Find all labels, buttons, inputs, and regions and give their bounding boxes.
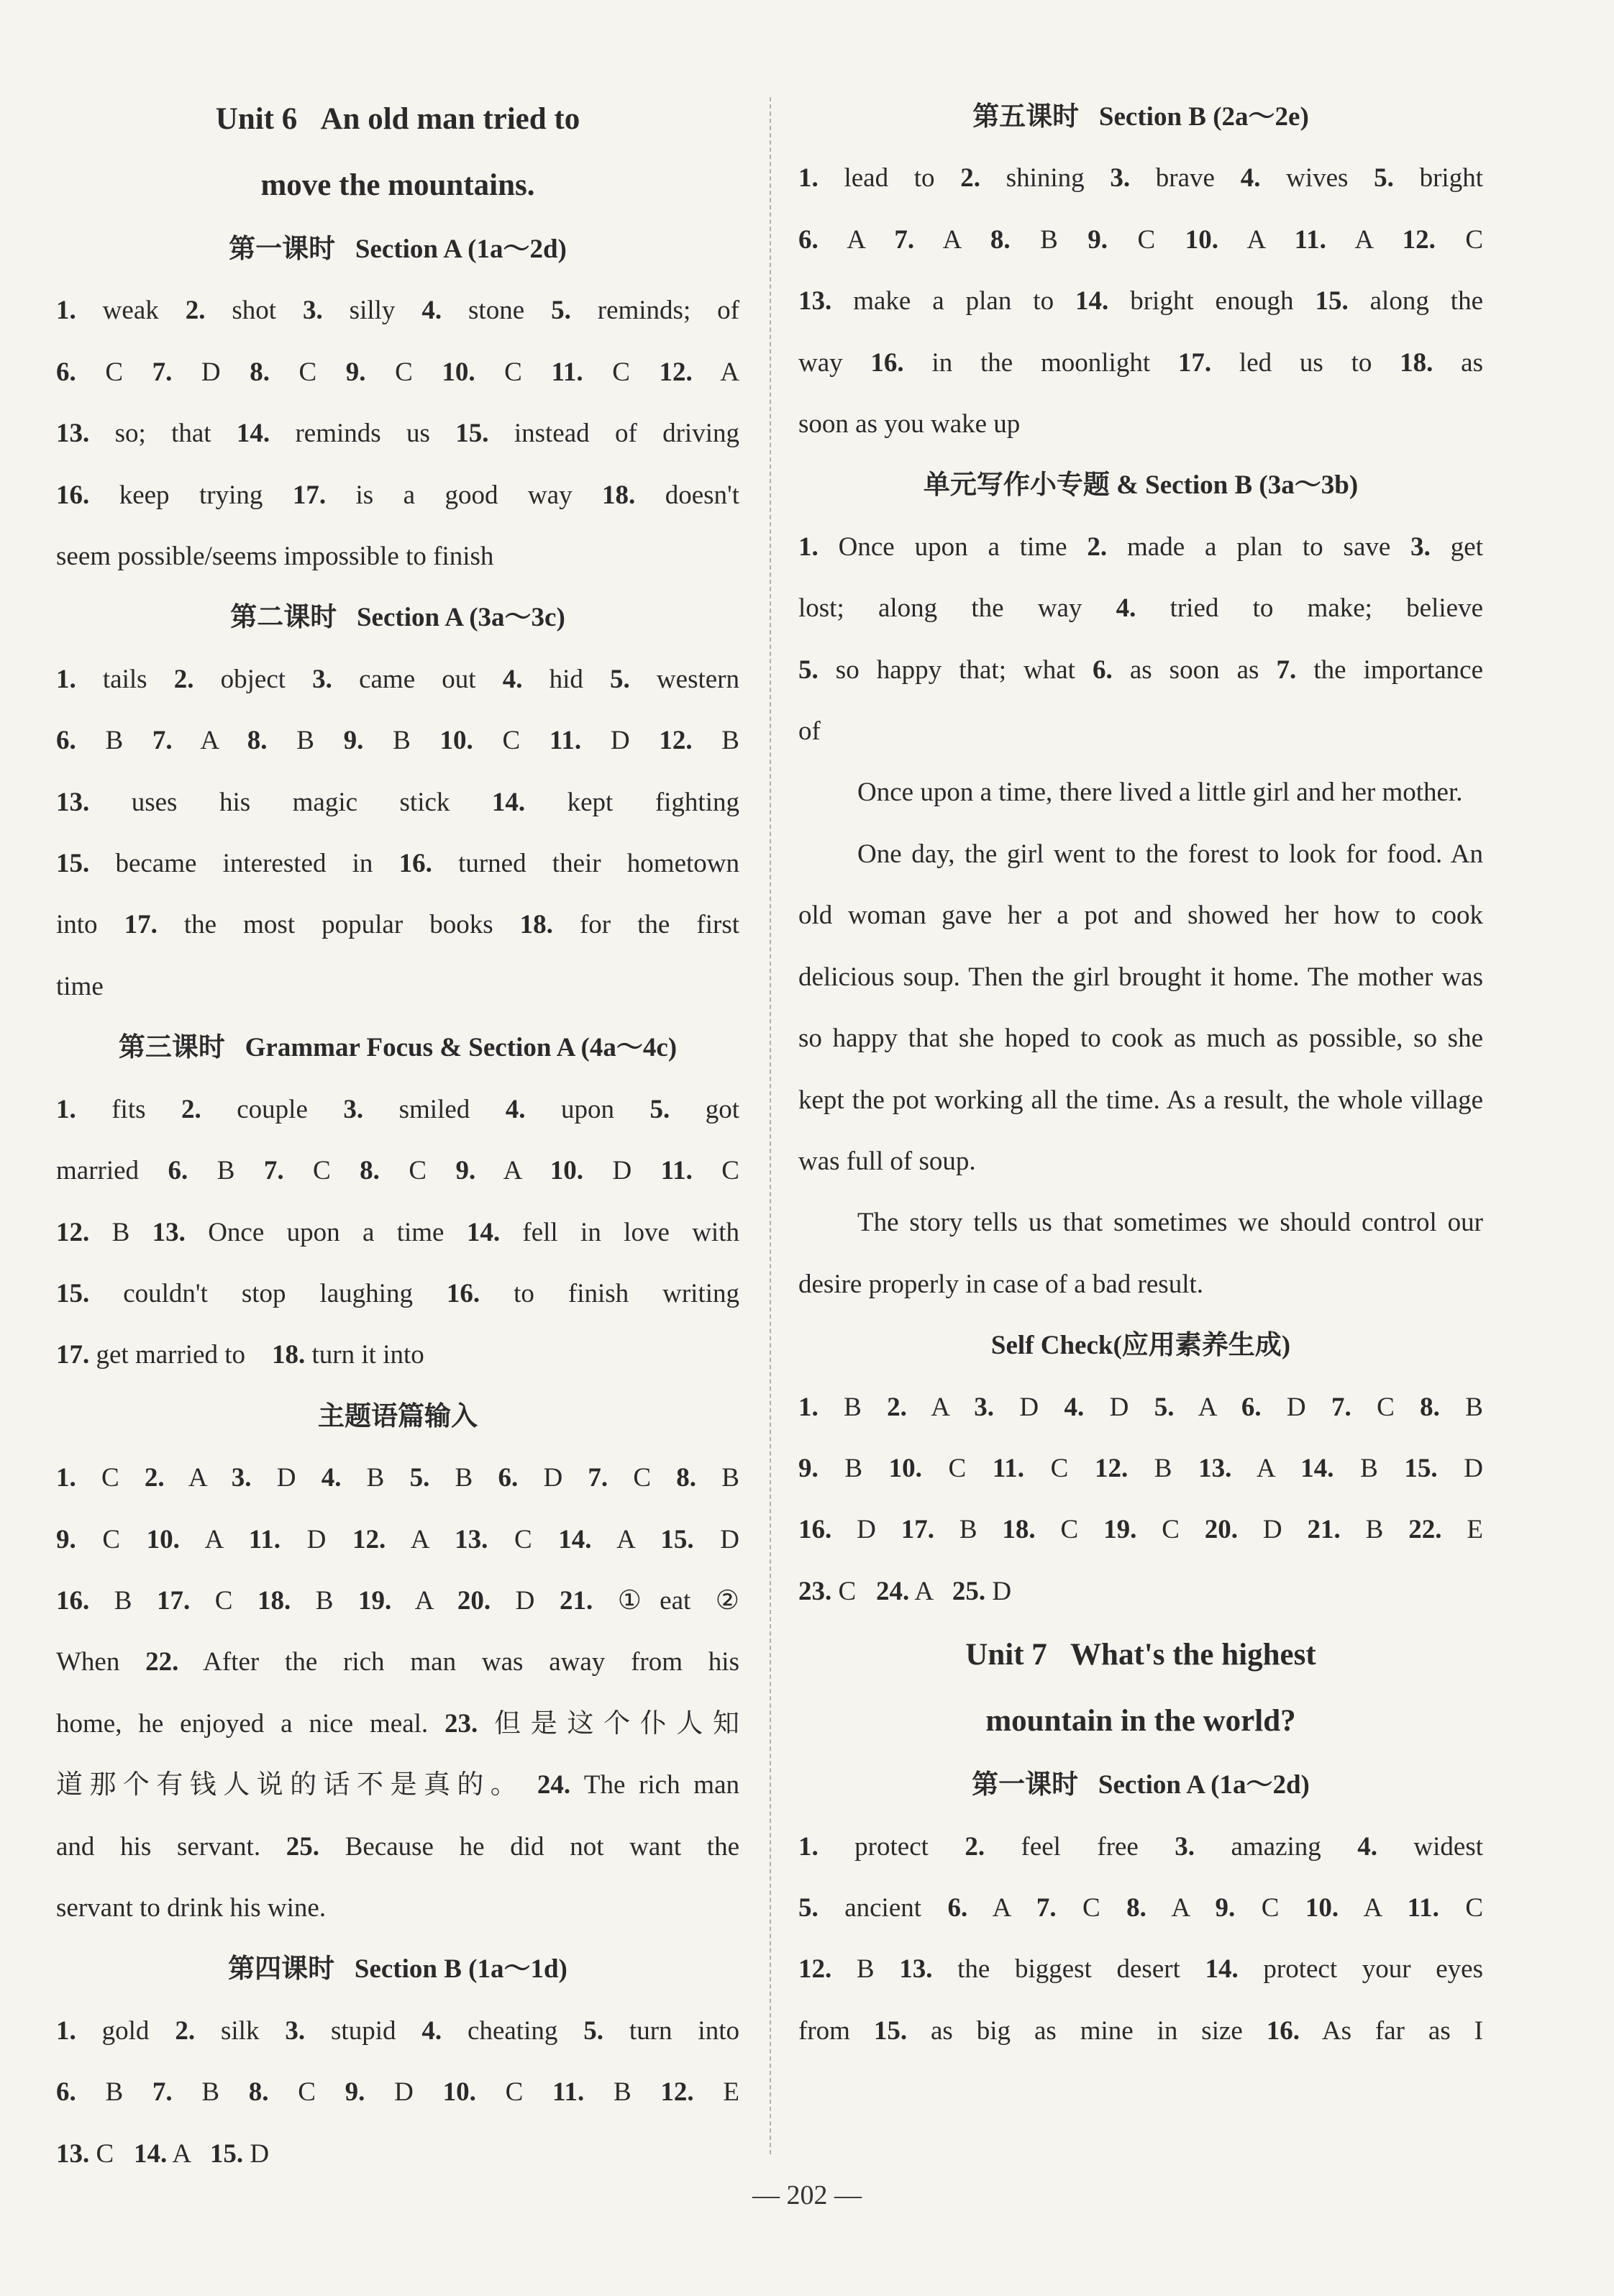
right-answer-line: way 16. in the moonlight 17. led us to 18. as [798, 347, 1483, 378]
left-answer-line: 1. tails 2. object 3. came out 4. hid 5. western [56, 664, 739, 694]
left-answer-line: 6. B 7. A 8. B 9. B 10. C 11. D 12. B [56, 726, 739, 756]
left-answer-line: time [56, 971, 104, 1001]
left-answer-line: into 17. the most popular books 18. for the first [56, 910, 739, 940]
unit-title: Unit 6 An old man tried to [215, 102, 580, 136]
left-answer-line: 1. weak 2. shot 3. silly 4. stone 5. reminds; of [56, 296, 739, 326]
left-answer-line: 1. C 2. A 3. D 4. B 5. B 6. D 7. C 8. B [56, 1463, 739, 1493]
left-answer-line: 6. C 7. D 8. C 9. C 10. C 11. C 12. A [56, 357, 739, 387]
section-heading: 第二课时 Section A (3a～3c) [230, 603, 565, 633]
right-answer-line: 1. B 2. A 3. D 4. D 5. A 6. D 7. C 8. B [798, 1392, 1483, 1422]
right-answer-line: 12. B 13. the biggest desert 14. protect your eyes [798, 1954, 1483, 1985]
left-answer-line: married 6. B 7. C 8. C 9. A 10. D 11. C [56, 1156, 739, 1186]
left-answer-line: 1. gold 2. silk 3. stupid 4. cheating 5. turn into [56, 2015, 739, 2046]
unit-title: Unit 7 What's the highest [965, 1638, 1316, 1672]
right-answer-line: 5. ancient 6. A 7. C 8. A 9. C 10. A 11. C [798, 1892, 1484, 1923]
left-answer-line: home, he enjoyed a nice meal. 23. 但是这个仆人知 [56, 1708, 739, 1739]
section-heading: 第一课时 Section A (1a～2d) [229, 234, 567, 264]
left-answer-line: 9. C 10. A 11. D 12. A 13. C 14. A 15. D [56, 1524, 739, 1554]
unit-title: move the mountains. [260, 168, 535, 202]
right-column [798, 86, 1483, 2062]
right-answer-line: soon as you wake up [798, 409, 1021, 439]
left-answer-line: 6. B 7. B 8. C 9. D 10. C 11. B 12. E [56, 2077, 739, 2108]
right-answer-line: lost; along the way 4. tried to make; believe [798, 593, 1483, 624]
section-heading: 第五课时 Section B (2a～2e) [972, 102, 1309, 132]
right-answer-line: of [798, 716, 821, 747]
left-answer-line: 15. couldn't stop laughing 16. to finish writing [56, 1278, 739, 1308]
page-number: — 202 — [752, 2180, 862, 2210]
left-answer-line: 13. so; that 14. reminds us 15. instead of driving [56, 419, 739, 449]
left-column [56, 86, 739, 2185]
section-heading: 第三课时 Grammar Focus & Section A (4a～4c) [118, 1033, 678, 1063]
essay-paragraph: Once upon a time, there lived a little girl and her mother. [857, 778, 1463, 808]
right-answer-line: 23. C 24. A 25. D [798, 1576, 1012, 1606]
section-heading: 第一课时 Section A (1a～2d) [972, 1770, 1310, 1800]
left-answer-line: 13. uses his magic stick 14. kept fighting [56, 787, 739, 817]
right-answer-line: 1. protect 2. feel free 3. amazing 4. widest [798, 1831, 1484, 1862]
right-answer-line: from 15. as big as mine in size 16. As far as I [798, 2015, 1483, 2046]
unit-title: mountain in the world? [985, 1704, 1296, 1739]
column-divider [770, 97, 771, 2154]
left-answer-line: servant to drink his wine. [56, 1892, 327, 1923]
right-answer-line: 6. A 7. A 8. B 9. C 10. A 11. A 12. C [798, 224, 1484, 255]
right-answer-line: 1. lead to 2. shining 3. brave 4. wives 5. bright [798, 163, 1483, 193]
right-answer-line: 13. make a plan to 14. bright enough 15. along the [798, 286, 1483, 316]
essay-paragraph: The story tells us that sometimes we should control our desire properly in case of a bad result. [798, 1208, 1483, 1299]
essay-paragraph: One day, the girl went to the forest to look for food. An old woman gave her a pot and showed her how to cook delicious soup. Then the girl brought it home. The mother was so happy that she hoped to cook as much as possible, so she kept the pot working all the time. As a result, the whole village was full of soup. [798, 839, 1483, 1176]
left-answer-line: 1. fits 2. couple 3. smiled 4. upon 5. got [56, 1094, 740, 1124]
right-answer-line: 9. B 10. C 11. C 12. B 13. A 14. B 15. D [798, 1453, 1483, 1483]
right-answer-line: 5. so happy that; what 6. as soon as 7. the importance [798, 655, 1483, 685]
left-answer-line: 13. C 14. A 15. D [56, 2138, 270, 2169]
left-answer-line: seem possible/seems impossible to finish [56, 542, 494, 572]
left-answer-line: 17. get married to 18. turn it into [56, 1340, 424, 1370]
section-heading: 单元写作小专题 & Section B (3a～3b) [923, 470, 1359, 501]
left-answer-line: 12. B 13. Once upon a time 14. fell in love with [56, 1217, 739, 1247]
right-answer-line: 16. D 17. B 18. C 19. C 20. D 21. B 22. E [798, 1515, 1483, 1545]
left-answer-line: 道那个有钱人说的话不是真的。 24. The rich man [56, 1770, 740, 1800]
left-answer-line: and his servant. 25. Because he did not want the [56, 1831, 740, 1862]
section-heading: Self Check(应用素养生成) [990, 1331, 1291, 1361]
left-answer-line: When 22. After the rich man was away from his [56, 1647, 739, 1677]
right-answer-line: 1. Once upon a time 2. made a plan to save 3. get [798, 532, 1484, 562]
section-heading: 主题语篇输入 [318, 1401, 478, 1431]
section-heading: 第四课时 Section B (1a～1d) [228, 1954, 567, 1985]
left-answer-line: 16. keep trying 17. is a good way 18. doesn't [56, 480, 739, 510]
left-answer-line: 16. B 17. C 18. B 19. A 20. D 21. ①eat ② [56, 1585, 739, 1616]
left-answer-line: 15. became interested in 16. turned their hometown [56, 849, 739, 879]
